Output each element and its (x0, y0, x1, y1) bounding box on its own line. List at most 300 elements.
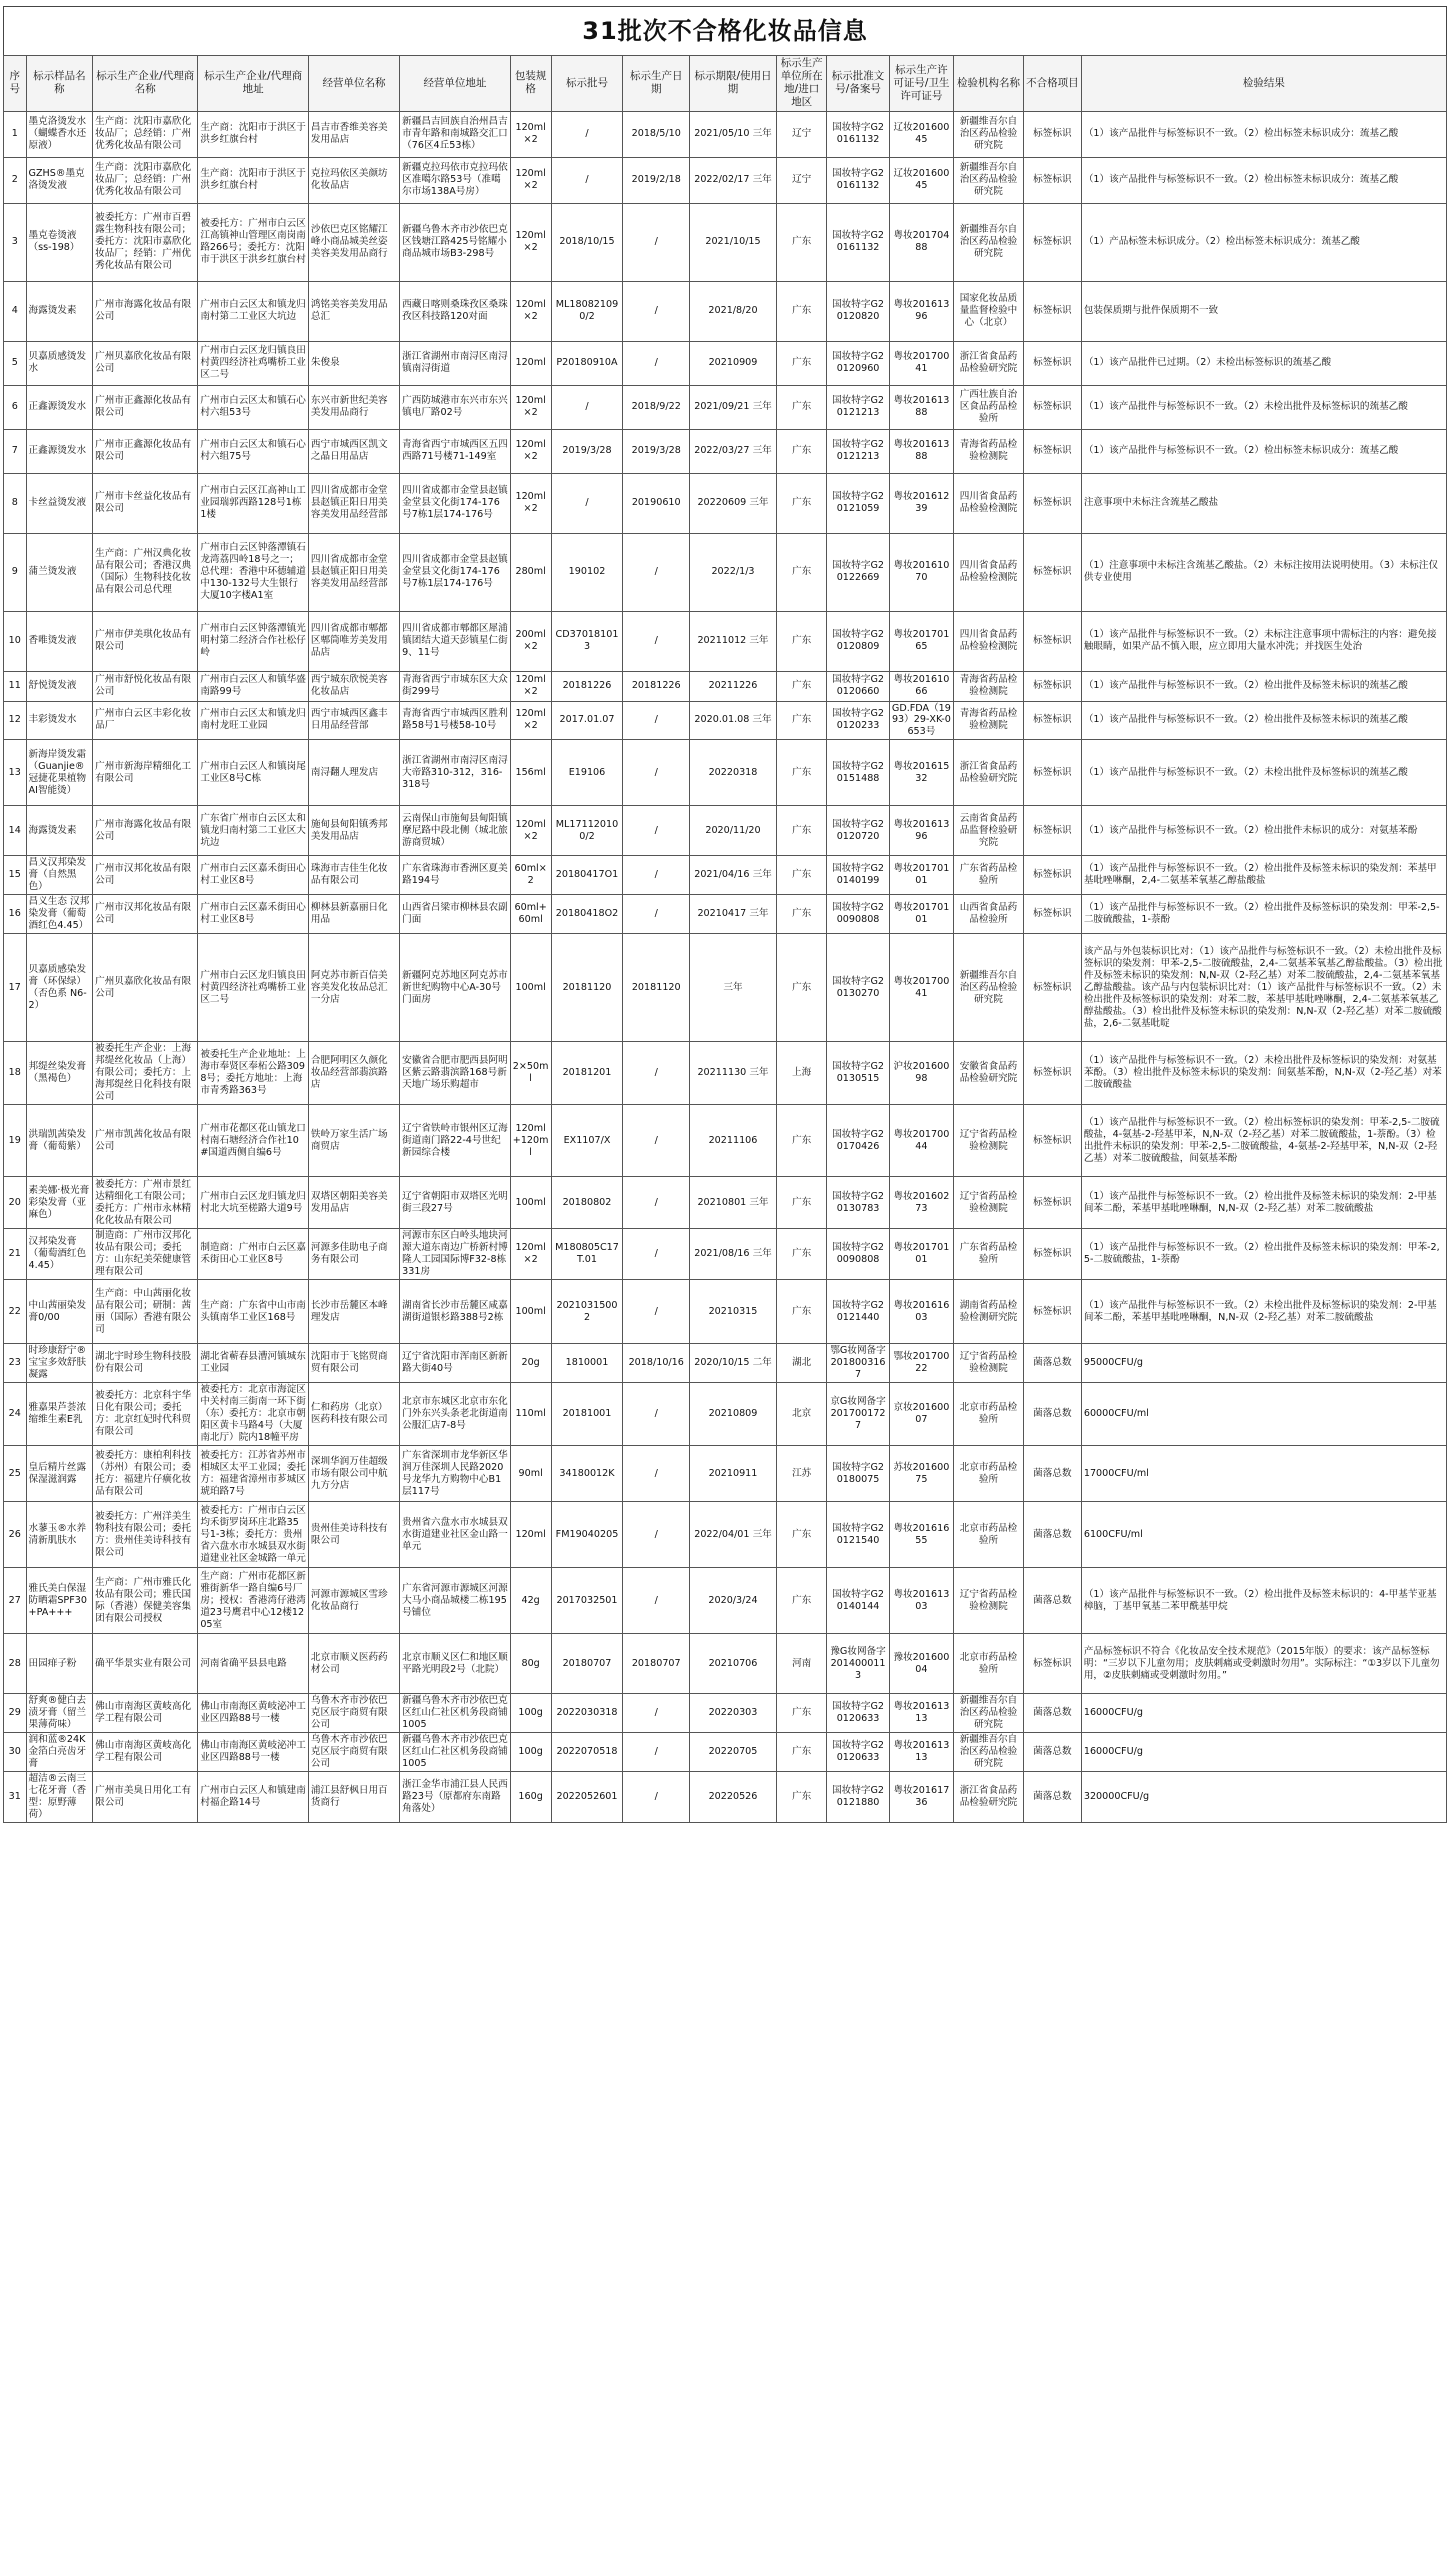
table-cell: 标签标识 (1023, 203, 1081, 281)
table-cell: 双塔区朝阳美容美发用品店 (308, 1177, 399, 1229)
table-cell: 湖北省蕲春县漕河镇城东工业园 (198, 1344, 309, 1383)
table-cell: 昌义生态 汉邦染发膏（葡萄酒红色4.45） (26, 895, 93, 934)
table-cell: 标签标识 (1023, 671, 1081, 701)
table-cell: 新疆阿克苏地区阿克苏市新世纪购物中心A-30号门面房 (400, 934, 511, 1042)
table-cell: / (623, 1772, 690, 1823)
table-cell: 粤妆20161388 (889, 429, 953, 473)
table-cell: / (623, 1502, 690, 1568)
table-cell: 2022/02/17 三年 (690, 157, 777, 203)
table-cell: 20220705 (690, 1733, 777, 1772)
table-cell: 北京 (776, 1383, 826, 1446)
table-cell: 标签标识 (1023, 1042, 1081, 1105)
table-cell: 新疆维吾尔自治区药品检验研究院 (954, 1694, 1024, 1733)
table-cell: / (623, 1568, 690, 1634)
table-cell: 佛山市南海区黄岐高化学工程有限公司 (93, 1694, 198, 1733)
table-cell: 四川省食品药品检验检测院 (954, 611, 1024, 671)
table-cell: GZHS®墨克洛烫发液 (26, 157, 93, 203)
table-cell: 标签标识 (1023, 1280, 1081, 1344)
table-cell: 2022030318 (551, 1694, 623, 1733)
table-cell: （1）该产品批件与标签标识不一致。（2）检出批件及标签未标识的染发剂：甲苯-2,5-二胺硫酸盐，1-萘酚 (1081, 1229, 1446, 1280)
table-cell: 广州市伊美琪化妆品有限公司 (93, 611, 198, 671)
table-cell: 4 (4, 281, 27, 341)
table-cell: 京妆20160007 (889, 1383, 953, 1446)
table-cell: 广东 (776, 740, 826, 806)
table-cell: 120ml (510, 1502, 551, 1568)
table-cell: 120ml×2 (510, 429, 551, 473)
table-cell: 时珍康舒宁®宝宝多效舒肤凝露 (26, 1344, 93, 1383)
table-cell: 邦缇丝染发膏（黑褐色） (26, 1042, 93, 1105)
table-cell: 新疆维吾尔自治区药品检验研究院 (954, 1733, 1024, 1772)
table-cell: 墨克洛烫发水（蝴蝶香水还原液） (26, 111, 93, 157)
table-cell: 3 (4, 203, 27, 281)
table-row (4, 934, 1447, 1042)
table-cell: 粤妆20161066 (889, 671, 953, 701)
table-cell: 粤妆20161239 (889, 473, 953, 533)
table-cell: 20190610 (623, 473, 690, 533)
table-cell: 浙江省食品药品检验研究院 (954, 341, 1024, 385)
table-cell: 辽宁省朝阳市双塔区光明街三段27号 (400, 1177, 511, 1229)
table-cell: 20181120 (623, 934, 690, 1042)
table-cell: P20180910A (551, 341, 623, 385)
table-cell: 8 (4, 473, 27, 533)
table-cell: 60ml+60ml (510, 895, 551, 934)
table-cell: （1）该产品批件已过期。（2）未检出标签标识的巯基乙酸 (1081, 341, 1446, 385)
table-cell: 三年 (690, 934, 777, 1042)
table-cell: 铁岭万家生活广场商贸店 (308, 1105, 399, 1177)
table-cell: 60000CFU/ml (1081, 1383, 1446, 1446)
table-cell: 国妆特字G20120720 (827, 806, 889, 856)
table-row (4, 1446, 1447, 1502)
table-cell: 辽宁省铁岭市银州区辽海街道南门路22-4号世纪新园综合楼 (400, 1105, 511, 1177)
table-cell: 20220609 三年 (690, 473, 777, 533)
table-cell: 320000CFU/g (1081, 1772, 1446, 1823)
table-cell: / (623, 856, 690, 895)
table-cell: 国妆特字G20140144 (827, 1568, 889, 1634)
table-cell: 素美娜·极光膏彩染发膏（亚麻色） (26, 1177, 93, 1229)
table-cell: 标签标识 (1023, 895, 1081, 934)
table-cell: 27 (4, 1568, 27, 1634)
table-cell: 被委托方：北京市海淀区中关村南三街南一环下街（东）委托方：北京市朝阳区黄卡马路4号（大厦南北厅）院内18幢平房 (198, 1383, 309, 1446)
table-cell: 20180707 (623, 1634, 690, 1694)
table-row (4, 1105, 1447, 1177)
table-cell: （1）该产品批件与标签标识不一致。（2）检出标签未标识成分：巯基乙酸 (1081, 111, 1446, 157)
table-cell: 2020/10/15 二年 (690, 1344, 777, 1383)
table-cell: / (551, 111, 623, 157)
table-cell: 标签标识 (1023, 701, 1081, 740)
table-row (4, 895, 1447, 934)
table-cell: 新海岸烫发霜（Guanjie®冠捷花果植物AI智能烫） (26, 740, 93, 806)
table-cell: 广州市白云区嘉禾街田心村工业区8号 (198, 856, 309, 895)
table-cell: 2018/9/22 (623, 385, 690, 429)
table-cell: 标签标识 (1023, 1105, 1081, 1177)
table-cell: 菌落总数 (1023, 1772, 1081, 1823)
table-cell: 产品标签标识不符合《化妆品安全技术规范》（2015年版）的要求：该产品标签标明：“三岁以下儿童勿用；皮肤刺痛或受刺激时勿用”。实际标注：“①3岁以下儿童勿用，②皮肤刺痛或受刺激时勿用。” (1081, 1634, 1446, 1694)
table-cell: 新疆昌吉回族自治州昌吉市青年路和南城路交汇口（76区4丘53栋） (400, 111, 511, 157)
table-cell: 浙江省食品药品检验研究院 (954, 1772, 1024, 1823)
table-cell: 6 (4, 385, 27, 429)
table-cell: 25 (4, 1446, 27, 1502)
table-cell: / (623, 1733, 690, 1772)
table-cell: / (623, 740, 690, 806)
table-cell: 北京市药品检验所 (954, 1634, 1024, 1694)
table-cell: 20180802 (551, 1177, 623, 1229)
table-cell: 标签标识 (1023, 856, 1081, 895)
table-cell: EX1107/X (551, 1105, 623, 1177)
table-cell: 广东 (776, 533, 826, 611)
table-row (4, 671, 1447, 701)
table-cell: 160g (510, 1772, 551, 1823)
table-cell: 国妆特字G20121880 (827, 1772, 889, 1823)
table-cell: 被委托方：广州洋美生物科技有限公司；委托方：贵州佳美诗科技有限公司 (93, 1502, 198, 1568)
table-cell: FM19040205 (551, 1502, 623, 1568)
table-cell: 6100CFU/ml (1081, 1502, 1446, 1568)
table-cell: 国妆特字G20120809 (827, 611, 889, 671)
table-cell: 广东 (776, 281, 826, 341)
table-cell: 100ml (510, 1280, 551, 1344)
table-cell: （1）该产品批件与标签标识不一致。（2）检出批件及标签未标识的染发剂：2-甲基间苯二酚，苯基甲基吡唑啉酮，N,N-双（2-羟乙基）对苯二胺硫酸盐 (1081, 1177, 1446, 1229)
table-cell: 国妆特字G20130515 (827, 1042, 889, 1105)
table-cell: / (623, 203, 690, 281)
table-cell: 新疆乌鲁木齐市沙依巴克区红山仁社区机务段商铺1005 (400, 1733, 511, 1772)
table-cell: 13 (4, 740, 27, 806)
table-cell: 四川省成都市郫都区郫筒唯芳美发用品店 (308, 611, 399, 671)
table-row (4, 856, 1447, 895)
table-cell: 辽宁省药品检验检测院 (954, 1105, 1024, 1177)
table-cell: 四川省成都市金堂县赵镇正阳日用美容美发用品经营部 (308, 473, 399, 533)
table-cell: 2022/03/27 三年 (690, 429, 777, 473)
table-cell: 95000CFU/g (1081, 1344, 1446, 1383)
table-cell: 广东 (776, 1772, 826, 1823)
table-cell: 国妆特字G20161132 (827, 111, 889, 157)
table-cell: 11 (4, 671, 27, 701)
table-cell: 19 (4, 1105, 27, 1177)
table-cell: 2021/05/10 三年 (690, 111, 777, 157)
table-cell: 20180707 (551, 1634, 623, 1694)
table-header-row (4, 56, 1447, 112)
table-cell: 广州市花都区花山镇龙口村南石塘经济合作社10#国道西侧自编6号 (198, 1105, 309, 1177)
table-cell: 120ml×2 (510, 111, 551, 157)
table-cell: 菌落总数 (1023, 1568, 1081, 1634)
table-cell: 雅氏美白保湿防晒霜SPF30+PA+++ (26, 1568, 93, 1634)
table-cell: 2020/11/20 (690, 806, 777, 856)
table-cell: 2018/10/16 (623, 1344, 690, 1383)
table-cell: 42g (510, 1568, 551, 1634)
table-cell: 国妆特字G20120633 (827, 1733, 889, 1772)
table-cell: 青海省西宁市城东区大众街299号 (400, 671, 511, 701)
table-cell: 粤妆20170044 (889, 1105, 953, 1177)
table-cell: 20210417 三年 (690, 895, 777, 934)
table-cell: 20210909 (690, 341, 777, 385)
table-cell: 该产品与外包装标识比对：（1）该产品批件与标签标识不一致。（2）未检出批件及标签标识的染发剂：甲苯-2,5-二胺硫酸盐，2,4-二氨基苯氧基乙醇盐酸盐。（3）检出批件及标签未标识的染发剂：N,N-双（2-羟乙基）对苯二胺硫酸盐，2,4-二氨基苯氧基乙醇盐酸盐。该产品与内包装标识比对：（1）该产品批件与标签标识不一致。（2）未检出批件及标签标识的染发剂：对苯二胺，苯基甲基吡唑啉酮，2,4-二氨基苯氧基乙醇盐酸盐。（3）检出批件及标签未标识的染发剂：N,N-双（2-羟乙基）对苯二胺硫酸盐，2,6-二氨基吡啶 (1081, 934, 1446, 1042)
table-cell: 200ml×2 (510, 611, 551, 671)
table-cell: 广东 (776, 806, 826, 856)
table-cell: 山西省食品药品检验所 (954, 895, 1024, 934)
table-cell: 17000CFU/ml (1081, 1446, 1446, 1502)
table-cell: 蒲兰烫发液 (26, 533, 93, 611)
table-cell: 上海 (776, 1042, 826, 1105)
table-cell: （1）该产品批件与标签标识不一致。（2）检出标签标识的染发剂：甲苯-2,5-二胺硫酸盐，4-氨基-2-羟基甲苯，N,N-双（2-羟乙基）对苯二胺硫酸盐，1-萘酚。（3）检出批件未标识的染发剂：甲苯-2,5-二胺硫酸盐，4-氨基-2-羟基甲苯，N,N-双（2-羟乙基）对苯二胺硫酸盐，间氨基苯酚 (1081, 1105, 1446, 1177)
table-cell: 广州市白云区太和镇石心村六组53号 (198, 385, 309, 429)
table-cell: 生产商：广州汉典化妆品有限公司；香港汉典（国际）生物科技化妆品有限公司总代理 (93, 533, 198, 611)
table-cell: 江苏 (776, 1446, 826, 1502)
column-header: 标示生产许可证号/卫生许可证号 (889, 56, 953, 112)
column-header: 经营单位地址 (400, 56, 511, 112)
table-cell: 广东 (776, 1177, 826, 1229)
table-cell: 2017.01.07 (551, 701, 623, 740)
table-cell: 青海省西宁市城西区胜利路58号1号楼58-10号 (400, 701, 511, 740)
table-cell: / (623, 1280, 690, 1344)
table-cell: 1810001 (551, 1344, 623, 1383)
table-cell: 标签标识 (1023, 473, 1081, 533)
table-cell: 生产商：中山茜丽化妆品有限公司；研制：茜丽（国际）香港有限公司 (93, 1280, 198, 1344)
table-cell: 粤妆20161396 (889, 806, 953, 856)
table-cell: 100ml (510, 934, 551, 1042)
table-row (4, 429, 1447, 473)
table-cell: 广东 (776, 1280, 826, 1344)
table-cell: 粤妆20161313 (889, 1733, 953, 1772)
table-row (4, 1772, 1447, 1823)
table-cell: 乌鲁木齐市沙依巴克区辰宇商贸有限公司 (308, 1733, 399, 1772)
column-header: 包装规格 (510, 56, 551, 112)
table-cell: 2022/1/3 (690, 533, 777, 611)
column-header: 标示期限/使用日期 (690, 56, 777, 112)
table-cell: 23 (4, 1344, 27, 1383)
table-cell: 国妆特字G20120820 (827, 281, 889, 341)
table-cell: 2020/3/24 (690, 1568, 777, 1634)
table-cell: / (623, 1229, 690, 1280)
table-cell: 20210801 三年 (690, 1177, 777, 1229)
table-row (4, 385, 1447, 429)
table-row (4, 1042, 1447, 1105)
table-row (4, 1502, 1447, 1568)
table-cell: 广州市海露化妆品有限公司 (93, 806, 198, 856)
table-cell: 广州市白云区钟落潭镇光明村第二经济合作社松仔岭 (198, 611, 309, 671)
table-cell: 昌吉市香维美容美发用品店 (308, 111, 399, 157)
table-cell: 四川省成都市金堂县赵镇正阳日用美容美发用品经营部 (308, 533, 399, 611)
table-cell: 粤妆20170101 (889, 895, 953, 934)
table-cell: 国妆特字G20130783 (827, 1177, 889, 1229)
table-cell: 被委托生产企业地址：上海市奉贤区奉柘公路3098号；委托方地址：上海市青秀路363号 (198, 1042, 309, 1105)
table-cell: 沈阳市于飞铭贸商贸有限公司 (308, 1344, 399, 1383)
table-cell: 9 (4, 533, 27, 611)
results-table (3, 55, 1447, 1823)
table-cell: 120ml×2 (510, 671, 551, 701)
table-cell: 90ml (510, 1446, 551, 1502)
table-cell: 280ml (510, 533, 551, 611)
table-cell: / (623, 533, 690, 611)
table-cell: 卡丝益烫发液 (26, 473, 93, 533)
table-cell: CD370181013 (551, 611, 623, 671)
table-row (4, 1177, 1447, 1229)
table-cell: 广东省河源市源城区河源大马小商品城楼二栋195号铺位 (400, 1568, 511, 1634)
table-cell: 广州市正鑫源化妆品有限公司 (93, 385, 198, 429)
table-cell: 广东 (776, 1502, 826, 1568)
table-cell: 辽宁省药品检验检测院 (954, 1177, 1024, 1229)
table-cell: 墨克卷烫液（ss-198） (26, 203, 93, 281)
table-cell: 新疆乌鲁木齐市沙依巴克区红山仁社区机务段商铺1005 (400, 1694, 511, 1733)
table-cell: 广东 (776, 429, 826, 473)
table-cell: 西宁城东欣悦美容化妆品店 (308, 671, 399, 701)
table-cell: 广州市汉邦化妆品有限公司 (93, 856, 198, 895)
column-header: 检验结果 (1081, 56, 1446, 112)
table-cell: 标签标识 (1023, 341, 1081, 385)
column-header: 标示样品名称 (26, 56, 93, 112)
table-cell: 鄂妆20170022 (889, 1344, 953, 1383)
table-cell: 被委托方：康柏利科技（苏州）有限公司；委托方：福建片仔癀化妆品有限公司 (93, 1446, 198, 1502)
table-cell: 广州市海露化妆品有限公司 (93, 281, 198, 341)
table-cell: / (623, 1177, 690, 1229)
table-cell: 新疆维吾尔自治区药品检验研究院 (954, 934, 1024, 1042)
table-cell: 标签标识 (1023, 281, 1081, 341)
table-cell: 雅嘉果芦荟浓缩维生素E乳 (26, 1383, 93, 1446)
table-cell: 新疆乌鲁木齐市沙依巴克区钱塘江路425号铭耀小商品城市场B3-298号 (400, 203, 511, 281)
table-cell: 浙江金华市浦江县人民西路23号（原都府东南路角落处） (400, 1772, 511, 1823)
table-cell: 四川省成都市金堂县赵镇金堂县文化街174-176号7栋1层174-176号 (400, 473, 511, 533)
table-cell: 20181226 (551, 671, 623, 701)
table-cell: 湖北宇时珍生物科技股份有限公司 (93, 1344, 198, 1383)
table-cell: 国妆特字G20170426 (827, 1105, 889, 1177)
table-cell: 国妆特字G20140199 (827, 856, 889, 895)
table-cell: 被委托方：广州市白云区江高镇神山管理区南岗南路266号；委托方：沈阳市于洪区于洪乡红旗台村 (198, 203, 309, 281)
table-cell: 被委托方：江苏省苏州市相城区太平工业园；委托方：福建省漳州市芗城区琥珀路7号 (198, 1446, 309, 1502)
table-row (4, 1733, 1447, 1772)
table-cell: 100g (510, 1694, 551, 1733)
table-cell: 20220526 (690, 1772, 777, 1823)
table-cell: 汉邦染发膏（葡萄酒红色4.45） (26, 1229, 93, 1280)
table-cell: （1）该产品批件与标签标识不一致。（2）检出标签未标识成分：巯基乙酸 (1081, 429, 1446, 473)
table-cell: 标签标识 (1023, 111, 1081, 157)
table-cell: 洪瑞凯茜染发膏（葡萄紫） (26, 1105, 93, 1177)
table-cell: 粤妆20160273 (889, 1177, 953, 1229)
table-cell: 粤妆20170165 (889, 611, 953, 671)
table-row (4, 1694, 1447, 1733)
table-cell: 佛山市南海区黄岐高化学工程有限公司 (93, 1733, 198, 1772)
table-cell: （1）该产品批件与标签标识不一致。（2）检出标签未标识成分：巯基乙酸 (1081, 157, 1446, 203)
table-row (4, 533, 1447, 611)
column-header: 序号 (4, 56, 27, 112)
table-cell: 20210315002 (551, 1280, 623, 1344)
table-cell: 120ml×2 (510, 701, 551, 740)
table-cell: 丰彩烫发水 (26, 701, 93, 740)
table-cell: 生产商：沈阳市于洪区于洪乡红旗台村 (198, 157, 309, 203)
table-cell: 广州市白云区人和镇华盛南路99号 (198, 671, 309, 701)
table-cell: 浦江县舒枫日用百货商行 (308, 1772, 399, 1823)
table-cell: / (623, 1446, 690, 1502)
table-cell: 20211012 三年 (690, 611, 777, 671)
table-cell: 国妆特字G20120660 (827, 671, 889, 701)
table-cell: 80g (510, 1634, 551, 1694)
table-cell: 制造商：广州市汉邦化妆品有限公司；委托方：山东纪美荣健康管理有限公司 (93, 1229, 198, 1280)
table-cell: 确平华景实业有限公司 (93, 1634, 198, 1694)
table-cell: 标签标识 (1023, 611, 1081, 671)
table-cell: 20181201 (551, 1042, 623, 1105)
table-cell: 合肥阿明区久颜化妆品经营部翡滨路店 (308, 1042, 399, 1105)
table-cell: 20180418O2 (551, 895, 623, 934)
table-cell: 20220318 (690, 740, 777, 806)
table-cell: 广东省广州市白云区太和镇龙归南村第二工业区大坑边 (198, 806, 309, 856)
table-cell: 2021/09/21 三年 (690, 385, 777, 429)
table-cell: 河南省确平县县电路 (198, 1634, 309, 1694)
table-cell: 国妆特字G20180075 (827, 1446, 889, 1502)
table-cell: 国妆特字G20090808 (827, 895, 889, 934)
table-cell: 国妆特字G20121213 (827, 385, 889, 429)
table-cell: 粤妆20161303 (889, 1568, 953, 1634)
table-cell: 120ml (510, 341, 551, 385)
table-cell: 西宁市城西区鑫丰日用品经营部 (308, 701, 399, 740)
table-cell: 31 (4, 1772, 27, 1823)
table-cell: 北京市顺义区仁和地区顺平路光明段2号（北院） (400, 1634, 511, 1694)
table-cell: 2021/10/15 (690, 203, 777, 281)
table-row (4, 341, 1447, 385)
table-cell: 20g (510, 1344, 551, 1383)
table-cell: 京G妆网备字2017001727 (827, 1383, 889, 1446)
table-cell: 20181001 (551, 1383, 623, 1446)
table-cell: 国妆特字G20121059 (827, 473, 889, 533)
table-cell: 菌落总数 (1023, 1502, 1081, 1568)
table-cell: 包装保质期与批件保质期不一致 (1081, 281, 1446, 341)
table-cell: 广州市白云区人和镇建南村福企路14号 (198, 1772, 309, 1823)
table-cell: / (623, 1105, 690, 1177)
table-cell: 标签标识 (1023, 806, 1081, 856)
table-cell: 20210911 (690, 1446, 777, 1502)
table-cell: 10 (4, 611, 27, 671)
table-cell: 新疆维吾尔自治区药品检验研究院 (954, 203, 1024, 281)
table-cell: 7 (4, 429, 27, 473)
table-cell: 鸿铭美容美发用品总汇 (308, 281, 399, 341)
table-cell: 朱俊泉 (308, 341, 399, 385)
table-cell: 广东 (776, 1105, 826, 1177)
table-cell: （1）注意事项中未标注含巯基乙酸盐。（2）未标注按用法说明使用。（3）未标注仅供专业使用 (1081, 533, 1446, 611)
table-cell: 广州贝嘉欣化妆品有限公司 (93, 934, 198, 1042)
table-cell: 26 (4, 1502, 27, 1568)
table-cell: 12 (4, 701, 27, 740)
table-cell: 广州市白云区龙归镇龙归村北大坑至槎路大道9号 (198, 1177, 309, 1229)
table-cell: 标签标识 (1023, 157, 1081, 203)
table-cell: 南浔翻人理发店 (308, 740, 399, 806)
table-cell: 广西防城港市东兴市东兴镇电厂路02号 (400, 385, 511, 429)
table-cell: 西藏日喀则桑珠孜区桑珠孜区科技路120对面 (400, 281, 511, 341)
table-cell: 广东 (776, 1229, 826, 1280)
table-cell: 广东省药品检验所 (954, 1229, 1024, 1280)
table-cell: 粤妆20170041 (889, 341, 953, 385)
table-cell: 安徽省合肥市肥西县阿明区紫云路翡滨路168号新天地广场乐购超市 (400, 1042, 511, 1105)
table-cell: 北京市药品检验所 (954, 1383, 1024, 1446)
table-cell: 北京市东城区北京市东化门外东兴头条老北街道南公服汇店7-8号 (400, 1383, 511, 1446)
table-cell: 施甸县甸阳镇秀邦美发用品店 (308, 806, 399, 856)
table-cell: 2019/2/18 (623, 157, 690, 203)
table-cell: 生产商：广东省中山市南头镇南华工业区168号 (198, 1280, 309, 1344)
table-cell: 鄂G妆网备字2018003167 (827, 1344, 889, 1383)
table-cell: 粤妆20161532 (889, 740, 953, 806)
table-cell: / (623, 341, 690, 385)
table-cell: 广东 (776, 385, 826, 429)
table-cell: 粤妆20161396 (889, 281, 953, 341)
table-cell: 北京市药品检验所 (954, 1502, 1024, 1568)
table-cell: 24 (4, 1383, 27, 1446)
table-cell: 北京市顺义医药药材公司 (308, 1634, 399, 1694)
table-cell: 贝嘉质感烫发水 (26, 341, 93, 385)
table-cell: 5 (4, 341, 27, 385)
table-cell: 22 (4, 1280, 27, 1344)
table-cell: 国妆特字G20120233 (827, 701, 889, 740)
table-cell: 广州市白云区龙归镇良田村黄四经济社鸡嘴桥工业区二号 (198, 934, 309, 1042)
table-cell: 广东省药品检验所 (954, 856, 1024, 895)
table-cell: 20 (4, 1177, 27, 1229)
table-cell: 广州市凯茜化妆品有限公司 (93, 1105, 198, 1177)
table-cell: 2022/04/01 三年 (690, 1502, 777, 1568)
column-header: 标示生产企业/代理商地址 (198, 56, 309, 112)
table-cell: 16 (4, 895, 27, 934)
